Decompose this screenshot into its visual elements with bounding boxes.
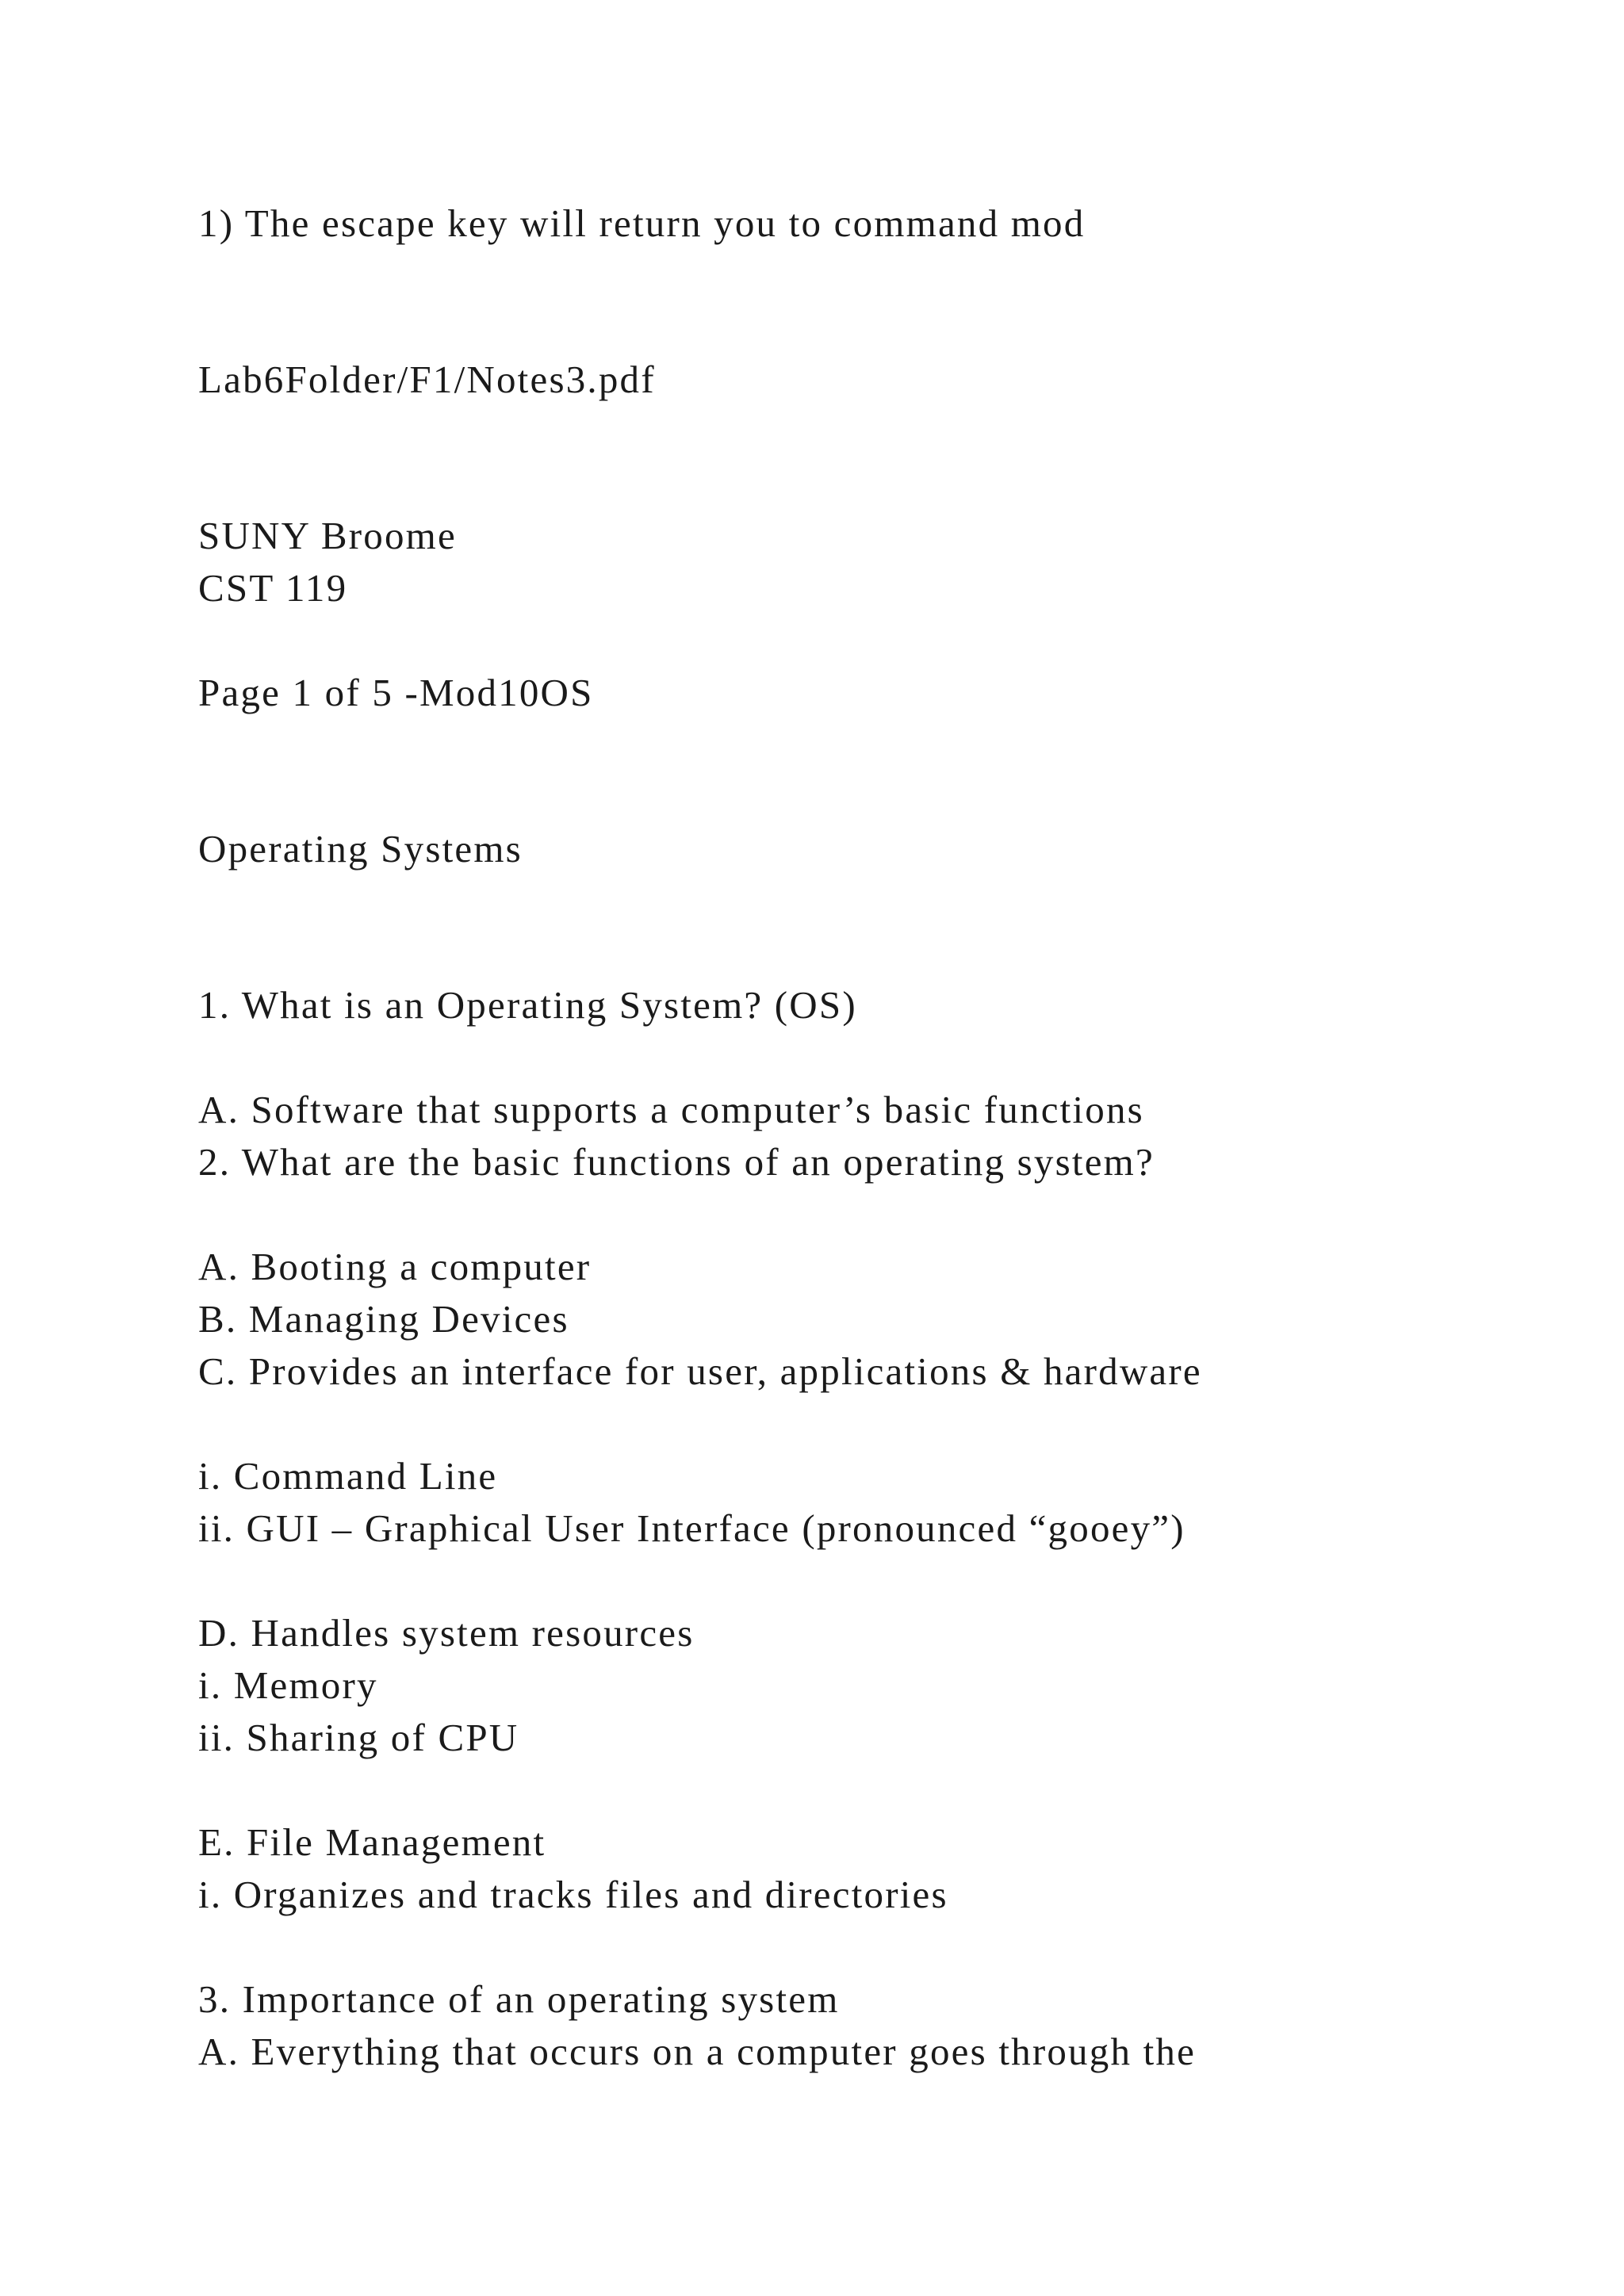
- text-line-question-3: 3. Importance of an operating system: [198, 1977, 840, 2021]
- text-line-course-code: CST 119: [198, 566, 348, 610]
- text-line-answer-2d-ii: ii. Sharing of CPU: [198, 1716, 519, 1759]
- text-line-answer-2c-ii: ii. GUI – Graphical User Interface (pronounced “gooey”): [198, 1506, 1185, 1550]
- text-line-answer-2d-i: i. Memory: [198, 1663, 378, 1707]
- text-line-institution: SUNY Broome: [198, 514, 457, 557]
- text-line-answer-3a: A. Everything that occurs on a computer goes through the: [198, 2030, 1197, 2073]
- text-line-answer-2e-i: i. Organizes and tracks files and directories: [198, 1873, 948, 1916]
- text-line-answer-2d: D. Handles system resources: [198, 1611, 695, 1655]
- text-line-question-1: 1. What is an Operating System? (OS): [198, 983, 857, 1027]
- text-line-file-path: Lab6Folder/F1/Notes3.pdf: [198, 358, 656, 401]
- text-line-answer-2c-i: i. Command Line: [198, 1454, 498, 1498]
- text-line-question-2: 2. What are the basic functions of an operating system?: [198, 1140, 1155, 1184]
- text-line-escape-key: 1) The escape key will return you to command mod: [198, 201, 1086, 245]
- text-line-page-info: Page 1 of 5 -Mod10OS: [198, 671, 594, 714]
- text-line-answer-1a: A. Software that supports a computer’s basic functions: [198, 1088, 1144, 1131]
- text-line-answer-2c: C. Provides an interface for user, applications & hardware: [198, 1349, 1202, 1393]
- text-line-answer-2b: B. Managing Devices: [198, 1297, 569, 1341]
- text-line-answer-2e: E. File Management: [198, 1820, 546, 1864]
- text-line-section-title: Operating Systems: [198, 827, 523, 871]
- text-line-answer-2a: A. Booting a computer: [198, 1245, 592, 1288]
